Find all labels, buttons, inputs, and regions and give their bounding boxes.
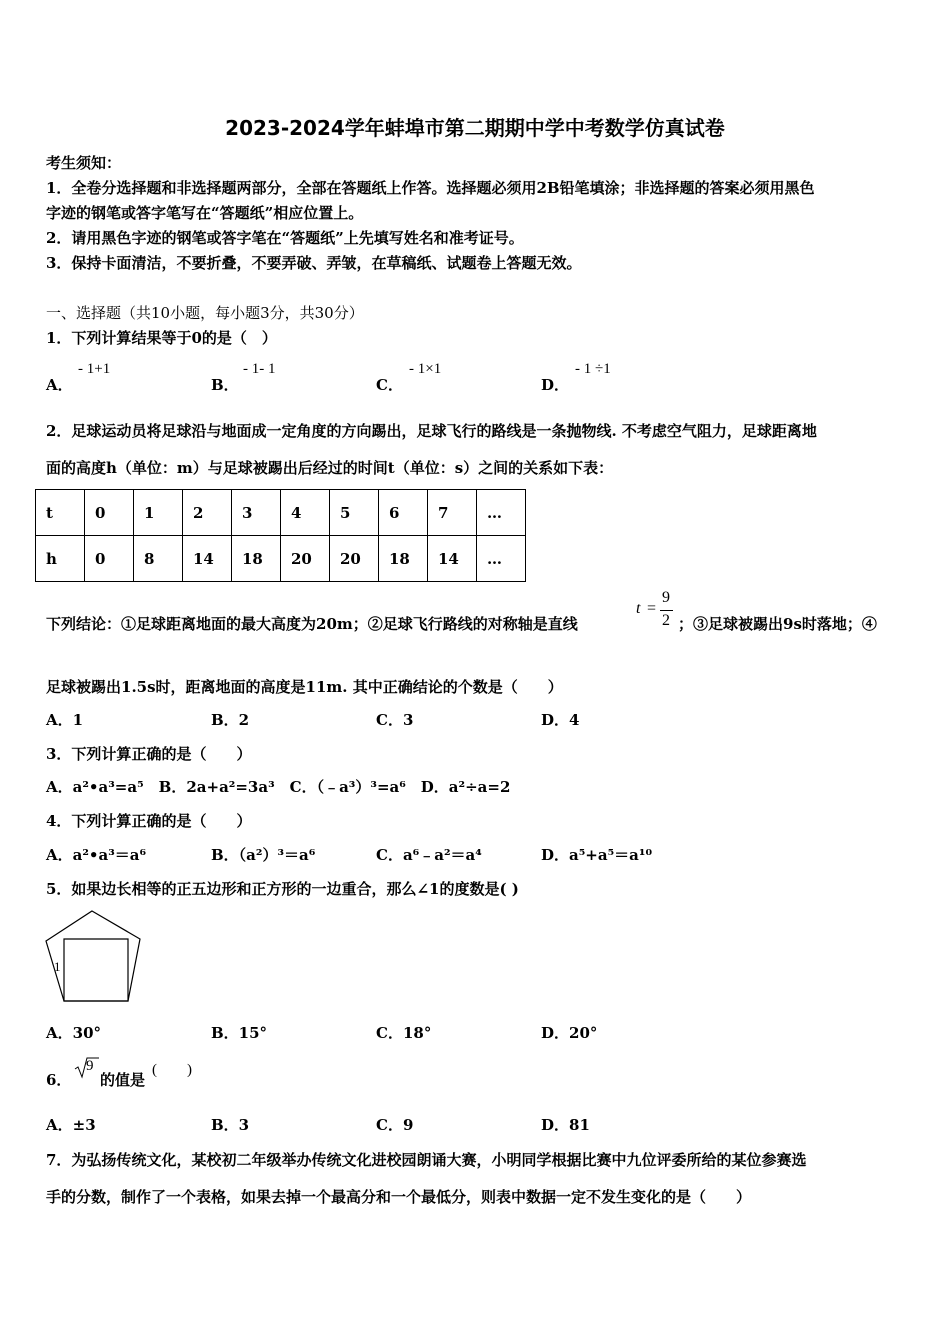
table-cell: h [36, 536, 85, 582]
q2-option-c: C．3 [376, 711, 414, 729]
q1-option-b-label: B． [211, 376, 239, 394]
table-cell: 20 [330, 536, 379, 582]
fraction-equals: = [647, 600, 657, 617]
square-shape [64, 939, 128, 1001]
table-cell: 18 [232, 536, 281, 582]
q4-stem: 4．下列计算正确的是（ ） [46, 812, 252, 830]
fraction-numerator: 9 [662, 589, 670, 606]
q5-stem: 5．如果边长相等的正五边形和正方形的一边重合，那么∠1的度数是( ) [46, 880, 519, 898]
table-cell: 0 [85, 490, 134, 536]
q2-conclusions-b: ；③足球被踢出9s时落地；④ [678, 615, 877, 633]
q5-option-c: C．18° [376, 1024, 432, 1042]
q2-option-b: B．2 [211, 711, 250, 729]
fraction-denominator: 2 [662, 612, 670, 629]
q7-stem-1: 7．为弘扬传统文化，某校初二年级举办传统文化进校园朗诵大赛，小明同学根据比赛中九位评委所给的某位参赛选 [46, 1151, 807, 1169]
notice-heading: 考生须知： [46, 154, 122, 172]
q6-stem: 的值是 [100, 1071, 146, 1089]
q3-options: A．a²•a³=a⁵ B．2a+a²=3a³ C．（﹣a³）³=a⁶ D．a²÷a=2 [46, 778, 511, 796]
table-cell: 14 [428, 536, 477, 582]
table-cell: … [477, 490, 526, 536]
table-cell: 0 [85, 536, 134, 582]
notice-item-3: 3．保持卡面清洁，不要折叠，不要弄破、弄皱，在草稿纸、试题卷上答题无效。 [46, 254, 582, 272]
q5-option-d: D．20° [541, 1024, 598, 1042]
table-cell: 4 [281, 490, 330, 536]
q4-option-a: A．a²•a³＝a⁶ [46, 846, 147, 864]
pentagon-square-figure [42, 908, 152, 1008]
q5-option-a: A．30° [46, 1024, 102, 1042]
table-cell: 20 [281, 536, 330, 582]
table-cell: 7 [428, 490, 477, 536]
fraction-variable: t [636, 600, 641, 617]
q1-option-d: - 1 ÷1 [575, 361, 611, 377]
notice-item-1: 1．全卷分选择题和非选择题两部分，全部在答题纸上作答。选择题必须用2B铅笔填涂；非选择题的答案必须用黑色 [46, 179, 815, 197]
q7-stem-2: 手的分数，制作了一个表格，如果去掉一个最高分和一个最低分，则表中数据一定不发生变化的是（ ） [46, 1188, 752, 1206]
table-cell: 14 [183, 536, 232, 582]
angle-label: 1 [54, 959, 61, 974]
table-cell: 18 [379, 536, 428, 582]
q1-option-c-label: C． [376, 376, 403, 394]
q4-option-b: B．（a²）³＝a⁶ [211, 846, 316, 864]
q1-option-c: - 1×1 [409, 361, 442, 377]
q2-stem-1: 2．足球运动员将足球沿与地面成一定角度的方向踢出，足球飞行的路线是一条抛物线. 不考虑空气阻力，足球距离地 [46, 422, 817, 440]
q1-stem: 1．下列计算结果等于0的是（ ） [46, 329, 277, 347]
notice-item-1-cont: 字迹的钢笔或答字笔写在“答题纸”相应位置上。 [46, 204, 364, 222]
notice-item-2: 2．请用黑色字迹的钢笔或答字笔在“答题纸”上先填写姓名和准考证号。 [46, 229, 524, 247]
table-cell: … [477, 536, 526, 582]
q4-option-d: D．a⁵+a⁵＝a¹⁰ [541, 846, 653, 864]
section-heading: 一、选择题（共10小题，每小题3分，共30分） [46, 304, 364, 322]
table-cell: t [36, 490, 85, 536]
fraction-bar [660, 610, 673, 611]
q6-option-d: D．81 [541, 1116, 590, 1134]
table-cell: 3 [232, 490, 281, 536]
table-cell: 6 [379, 490, 428, 536]
page-title: 2023-2024学年蚌埠市第二期期中学中考数学仿真试卷 [225, 116, 725, 140]
q3-stem: 3．下列计算正确的是（ ） [46, 745, 252, 763]
q6-option-a: A．±3 [46, 1116, 96, 1134]
q2-conclusions-c: 足球被踢出1.5s时，距离地面的高度是11m. 其中正确结论的个数是（ ） [46, 678, 563, 696]
q2-conclusions-a: 下列结论：①足球距离地面的最大高度为20m；②足球飞行路线的对称轴是直线 [46, 615, 578, 633]
table-row-t [36, 490, 526, 536]
q2-option-a: A．1 [46, 711, 84, 729]
q2-stem-2: 面的高度h（单位：m）与足球被踢出后经过的时间t（单位：s）之间的关系如下表： [46, 459, 614, 477]
q1-option-b: - 1- 1 [243, 361, 276, 377]
q1-option-a: - 1+1 [78, 361, 111, 377]
q6-option-c: C．9 [376, 1116, 414, 1134]
table-cell: 5 [330, 490, 379, 536]
q6-option-b: B．3 [211, 1116, 250, 1134]
q1-option-a-label: A． [46, 376, 73, 394]
q2-table [35, 489, 526, 582]
q6-radicand: 9 [86, 1058, 94, 1074]
table-cell: 2 [183, 490, 232, 536]
q1-option-d-label: D． [541, 376, 570, 394]
q6-number: 6． [46, 1071, 72, 1089]
table-cell: 8 [134, 536, 183, 582]
table-row-h [36, 536, 526, 582]
q5-option-b: B．15° [211, 1024, 268, 1042]
q4-option-c: C．a⁶﹣a²＝a⁴ [376, 846, 482, 864]
q2-option-d: D．4 [541, 711, 580, 729]
q6-paren: ( ) [152, 1062, 192, 1078]
pentagon-shape [46, 911, 140, 1001]
table-cell: 1 [134, 490, 183, 536]
